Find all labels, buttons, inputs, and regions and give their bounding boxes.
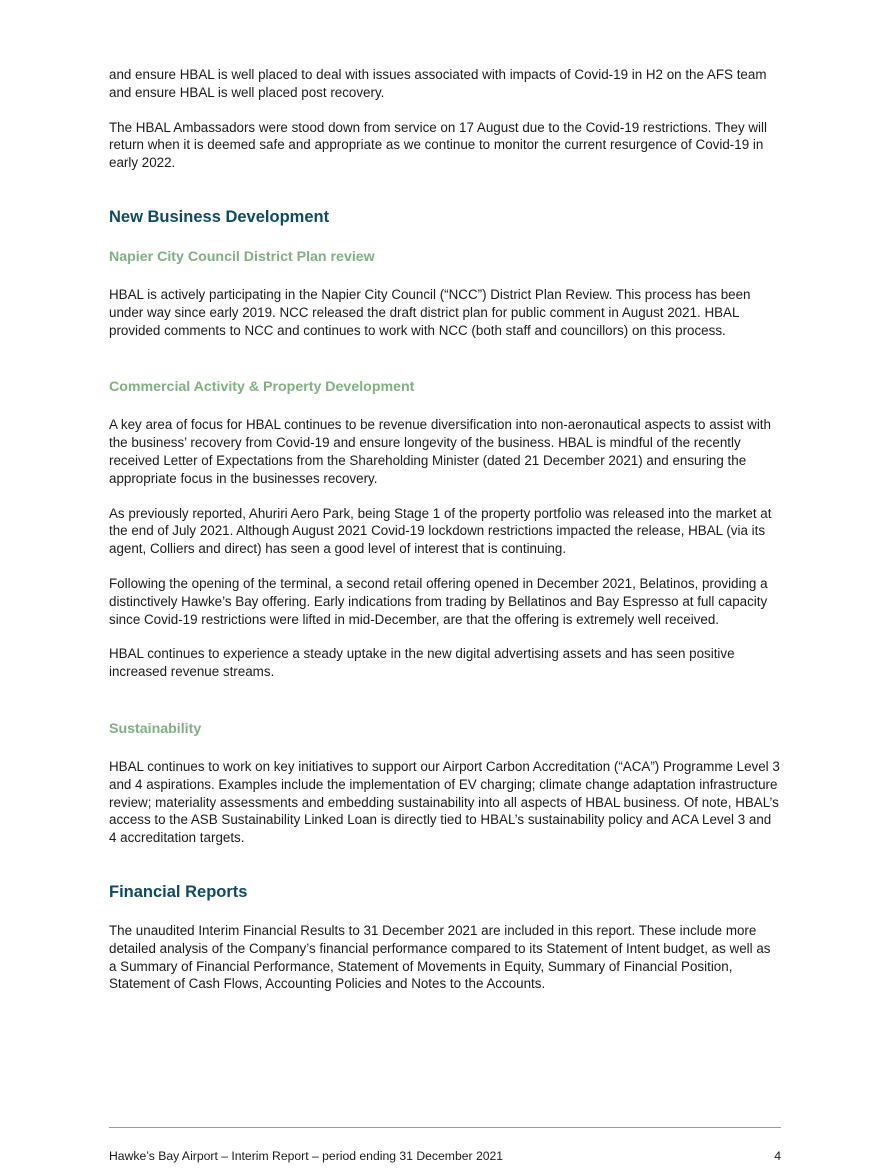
commercial-paragraph-2: As previously reported, Ahuriri Aero Park, being Stage 1 of the property portfolio was released into the market at the end of July 2021. Although August 2021 Covid-19 lockdown restrictions impacted the release, HBAL (via its agent, Colliers and direct) has seen a good level of interest that is continuing. (109, 505, 772, 557)
commercial-paragraph-4: HBAL continues to experience a steady uptake in the new digital advertising assets and has seen positive increased revenue streams. (109, 646, 735, 680)
subheading-sustainability: Sustainability (109, 720, 202, 737)
intro-paragraph-2: The HBAL Ambassadors were stood down from service on 17 August due to the Covid-19 restrictions. They will return when it is deemed safe and appropriate as we continue to monitor the current resurgence of Covid-19 in early 2022. (109, 119, 767, 171)
section-heading-new-business: New Business Development (109, 207, 330, 226)
document-page (109, 66, 781, 993)
sustainability-paragraph: HBAL continues to work on key initiatives to support our Airport Carbon Accreditation (“ACA”) Programme Level 3 and 4 aspirations. Examples include the implementation of EV charging; climate change adaptation infrastructure review; materiality assessments and embedding sustainability into all aspects of HBAL business. Of note, HBAL’s access to the ASB Sustainability Linked Loan is directly tied to HBAL’s sustainability policy and ACA Level 3 and 4 accreditation targets. (109, 758, 780, 846)
subheading-district-plan: Napier City Council District Plan review (109, 248, 375, 265)
financial-paragraph: The unaudited Interim Financial Results to 31 December 2021 are included in this report. These include more detailed analysis of the Company’s financial performance compared to its Statement of Intent budget, as well as a Summary of Financial Performance, Statement of Movements in Equity, Summary of Financial Position, Statement of Cash Flows, Accounting Policies and Notes to the Accounts. (109, 922, 771, 992)
page-number: 4 (774, 1149, 781, 1163)
section-heading-financial: Financial Reports (109, 882, 248, 901)
intro-paragraph-1: and ensure HBAL is well placed to deal with issues associated with impacts of Covid-19 in H2 on the AFS team and ensure HBAL is well placed post recovery. (109, 67, 767, 100)
subheading-commercial: Commercial Activity & Property Development (109, 379, 415, 396)
district-plan-paragraph: HBAL is actively participating in the Napier City Council (“NCC”) District Plan Review. This process has been under way since early 2019. NCC released the draft district plan for public comment in August 2021. HBAL provided comments to NCC and continues to work with NCC (both staff and councillors) on this process. (109, 286, 751, 338)
commercial-paragraph-1: A key area of focus for HBAL continues to be revenue diversification into non-aeronautical aspects to assist with the business’ recovery from Covid-19 and ensure longevity of the business. HBAL is mindful of the recently received Letter of Expectations from the Shareholding Minister (dated 21 December 2021) and ensuring the appropriate focus in the businesses recovery. (109, 417, 771, 486)
commercial-paragraph-3: Following the opening of the terminal, a second retail offering opened in December 2021, Belatinos, providing a distinctively Hawke’s Bay offering. Early indications from trading by Bellatinos and Bay Espresso at full capacity since Covid-19 restrictions were lifted in mid-December, are that the offering is extremely well received. (109, 575, 768, 627)
footer-title: Hawke’s Bay Airport – Interim Report – period ending 31 December 2021 (109, 1149, 504, 1163)
page-footer (109, 1127, 781, 1164)
